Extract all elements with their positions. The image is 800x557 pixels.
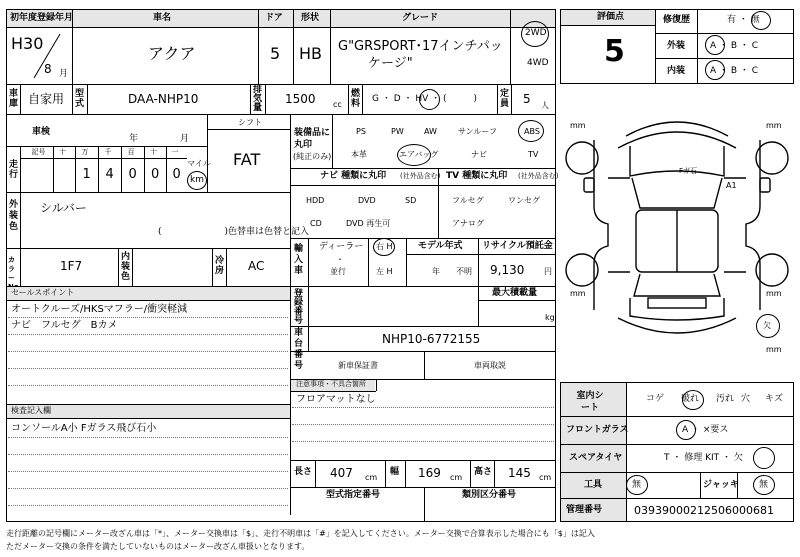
repair-history-options: 有 ・ 無 [727, 15, 760, 25]
tools-none-circle [626, 475, 648, 495]
windshield-options: A ・ ×要ス [682, 425, 729, 435]
right-hand-circle [373, 238, 395, 256]
mileage-digit: 1 [82, 167, 91, 182]
exterior-grade-options: A ・ B ・ C [710, 41, 759, 51]
height-unit: cm [539, 473, 552, 482]
mileage-digit: 0 [172, 167, 181, 182]
repair-history-label: 修復歴 [663, 15, 691, 25]
jack-label: ジャッキ [703, 480, 739, 490]
equipment-option: PS [356, 127, 366, 136]
inspector-label: 検査記入欄 [11, 406, 51, 415]
damage-mark-glass: Fガ石 [679, 167, 698, 175]
navi-dvd: DVD [358, 196, 376, 205]
mileage-header-cell: 万 [81, 148, 89, 156]
exterior-color-label: 外装色 [9, 200, 19, 232]
damage-diagram [560, 96, 794, 380]
damage-mark-missing: 欠 [763, 321, 771, 330]
recycle-label: リサイクル預託金 [482, 241, 553, 251]
shift-value: FAT [233, 150, 261, 169]
mileage-digit: 0 [128, 167, 137, 182]
body-shape: HB [299, 44, 323, 63]
new-car-warranty: 新車保証書 [338, 361, 378, 370]
capacity-label: 定員 [500, 89, 510, 109]
capacity-unit: 人 [541, 101, 549, 110]
tv-type-sub: (社外品含む) [518, 172, 559, 180]
equipment-option: 本革 [351, 150, 367, 159]
grade-line-1: G"GRSPORT･17インチパッ [338, 39, 503, 54]
management-number-label: 管理番号 [566, 505, 603, 515]
usage-label: 車庫 [9, 89, 19, 109]
registration-year: H30 [11, 34, 44, 53]
seat-condition-option: キズ [765, 394, 783, 404]
chassis-number: NHP10-6772155 [382, 332, 481, 346]
recycle-value: 9,130 [490, 263, 525, 277]
mileage-divider [121, 146, 122, 192]
model-year-label: モデル年式 [418, 241, 463, 251]
fuel-options: G ・ D ・ HV ・ ( ) [372, 94, 478, 104]
door-count: 5 [270, 44, 281, 63]
equipment-label: 装備品に丸印 [294, 128, 331, 150]
equipment-option: ABS [524, 127, 540, 136]
jack-value: 無 [759, 480, 769, 490]
door-label: ドア [265, 13, 283, 23]
mileage-digit: 0 [151, 167, 160, 182]
mileage-header-cell: 十 [150, 148, 157, 156]
spare-missing-circle [753, 447, 775, 469]
car-name-label: 車名 [153, 13, 172, 23]
sales-point-line-2: ナビ フルセグ Bカメ [11, 320, 118, 331]
max-load-label: 最大積載量 [492, 288, 538, 298]
footer-note-2: ただメーター交換の条件を満たしていないものはメーター改ざん車扱いとなります。 [6, 542, 310, 551]
spare-tire-options: T ・ 修理 KIT ・ 欠 [664, 453, 743, 463]
footer-note-1: 走行距離の記号欄にメーター改ざん車は「*」、メーター交換車は「$」、走行不明車は「#」を記入してください。メーター交換で合算表示した場合にも「$」は記入 [6, 529, 595, 538]
first-reg-label: 初年度登録年月 [10, 13, 74, 23]
displacement-value: 1500 [285, 92, 316, 106]
seat-condition-option: 汚れ [716, 394, 735, 404]
management-number: 03939000212506000681 [634, 504, 774, 517]
mileage-divider [144, 146, 145, 192]
equipment-sublabel: (純正のみ) [293, 152, 332, 161]
mileage-label: 走行 [9, 160, 19, 180]
import-parallel: 並行 [330, 267, 346, 276]
width-value: 169 [418, 466, 441, 480]
seat-dirt-circle [682, 390, 704, 410]
model-value: DAA-NHP10 [128, 92, 199, 106]
equipment-option: ナビ [471, 150, 487, 159]
exterior-color-value: シルバー [40, 201, 87, 215]
import-dealer: ディーラー [319, 242, 364, 252]
inspection-month-unit: 月 [180, 134, 190, 144]
tv-oneseg: ワンセグ [508, 196, 540, 205]
score-label: 評価点 [597, 12, 625, 22]
import-right-hand: 右 H [376, 242, 393, 251]
color-change-note: ( )色替車は色替と記入 [158, 227, 310, 237]
inspection-year-unit: 年 [129, 134, 139, 144]
exterior-grade-label: 外装 [667, 41, 686, 51]
drive-4wd: 4WD [527, 58, 549, 68]
ac-value: AC [248, 259, 265, 273]
grade-line-2: ケージ" [368, 56, 413, 71]
inspector-note: コンソールA小 Fガラス飛び石小 [11, 423, 157, 434]
notes-text: フロアマットなし [296, 394, 376, 405]
model-label: 型式 [75, 89, 85, 109]
notes-label: 注意事項・不具合箇所 [296, 380, 366, 388]
main-form [6, 9, 559, 522]
shift-label: シフト [238, 118, 262, 127]
height-label: 高さ [474, 467, 493, 477]
height-value: 145 [508, 466, 531, 480]
mileage-divider [98, 146, 99, 192]
navi-type-sub: (社外品含む) [400, 172, 441, 180]
length-label: 長さ [294, 467, 313, 477]
repair-none-circle [751, 11, 771, 30]
mm-mark-3: mm [570, 289, 586, 298]
jack-none-circle [753, 475, 775, 495]
displacement-label: 排気量 [253, 85, 263, 113]
fuel-hv-circle [419, 89, 440, 110]
width-label: 幅 [390, 467, 400, 477]
abs-circle [518, 120, 544, 142]
equipment-option: PW [391, 127, 404, 136]
length-value: 407 [330, 466, 353, 480]
vehicle-manual: 車両取説 [474, 361, 506, 370]
spare-tire-label: スペアタイヤ [569, 453, 623, 463]
grade-label: グレード [402, 13, 439, 23]
recycle-yen: 円 [544, 267, 552, 276]
navi-dvd-play: DVD 再生可 [346, 219, 391, 228]
import-dot: ・ [336, 255, 344, 264]
sales-point-line-1: オートクルーズ/HKSマフラー/衝突軽減 [11, 304, 188, 315]
mileage-divider [166, 146, 167, 192]
tools-label: 工具 [584, 480, 603, 490]
max-load-unit: kg [545, 313, 555, 322]
color-no-value: 1F7 [60, 259, 83, 273]
mileage-mile: マイル [187, 159, 211, 168]
seat-condition-option: 穴 [741, 394, 751, 404]
damage-mark-a1: A1 [726, 181, 737, 190]
registration-month-unit: 月 [59, 69, 69, 79]
import-label: 輸入車 [294, 244, 304, 276]
shape-label: 形状 [301, 13, 320, 23]
mileage-km: km [190, 175, 204, 185]
displacement-unit: cc [333, 100, 342, 109]
mileage-divider [75, 146, 76, 192]
mileage-divider [53, 146, 54, 192]
interior-color-label: 内装色 [121, 252, 131, 282]
equipment-option: AW [424, 127, 437, 136]
usage-value: 自家用 [28, 92, 65, 106]
mm-mark-1: mm [570, 121, 586, 130]
navi-hdd: HDD [306, 196, 325, 205]
tools-value: 無 [632, 480, 642, 490]
fuel-label: 燃料 [351, 89, 361, 109]
windshield-a-circle [676, 420, 696, 440]
registration-month: 8 [44, 62, 52, 76]
navi-cd: CD [310, 219, 322, 228]
mileage-header-cell: 記号 [31, 148, 46, 156]
drive-2wd: 2WD [525, 28, 547, 38]
color-no-label: カラー [8, 256, 15, 282]
inspection-label: 車検 [32, 127, 51, 137]
mileage-header-cell: 千 [104, 148, 112, 156]
model-year-value: 年 不明 [432, 267, 472, 276]
mm-mark-2: mm [766, 121, 782, 130]
ac-label: 冷房 [215, 256, 225, 276]
navi-sd: SD [405, 196, 417, 205]
mileage-header-cell: 十 [59, 148, 66, 156]
interior-a-circle [705, 60, 725, 80]
seat-label: 室内シート [576, 391, 604, 413]
car-diagram-svg [560, 96, 794, 380]
seat-condition-option: コゲ [646, 394, 665, 404]
seat-condition-option: 破れ [681, 394, 700, 404]
mileage-header-cell: 百 [127, 148, 135, 156]
mileage-header-cell: 一 [171, 148, 179, 156]
car-name: アクア [148, 44, 196, 63]
windshield-label: フロントガラス [566, 425, 629, 435]
equipment-option: サンルーフ [458, 127, 497, 136]
interior-grade-options: A ・ B ・ C [710, 66, 759, 76]
tv-fullseg: フルセグ [452, 196, 484, 205]
registration-label: 登録番号 [294, 289, 304, 326]
class-number-label: 類別区分番号 [462, 490, 517, 500]
score-value: 5 [604, 34, 625, 69]
chassis-label: 車台番号 [294, 328, 304, 371]
tv-type-label: TV 種類に丸印 [446, 171, 508, 181]
import-left-hand: 左 H [376, 267, 393, 276]
airbag-circle [397, 144, 431, 166]
length-unit: cm [365, 473, 378, 482]
navi-type-label: ナビ 種類に丸印 [320, 171, 387, 181]
capacity-value: 5 [523, 92, 531, 106]
equipment-option: TV [528, 150, 539, 159]
interior-grade-label: 内装 [667, 66, 686, 76]
mm-mark-4: mm [766, 289, 782, 298]
mileage-digit: 4 [105, 167, 114, 182]
width-unit: cm [450, 473, 463, 482]
tv-analog: アナログ [452, 219, 484, 228]
mm-mark-5: mm [766, 345, 782, 354]
equipment-option: エアバッグ [399, 150, 439, 159]
type-designation-label: 型式指定番号 [326, 490, 381, 500]
sales-point-label: セールスポイント [11, 288, 75, 297]
exterior-a-circle [705, 35, 725, 55]
